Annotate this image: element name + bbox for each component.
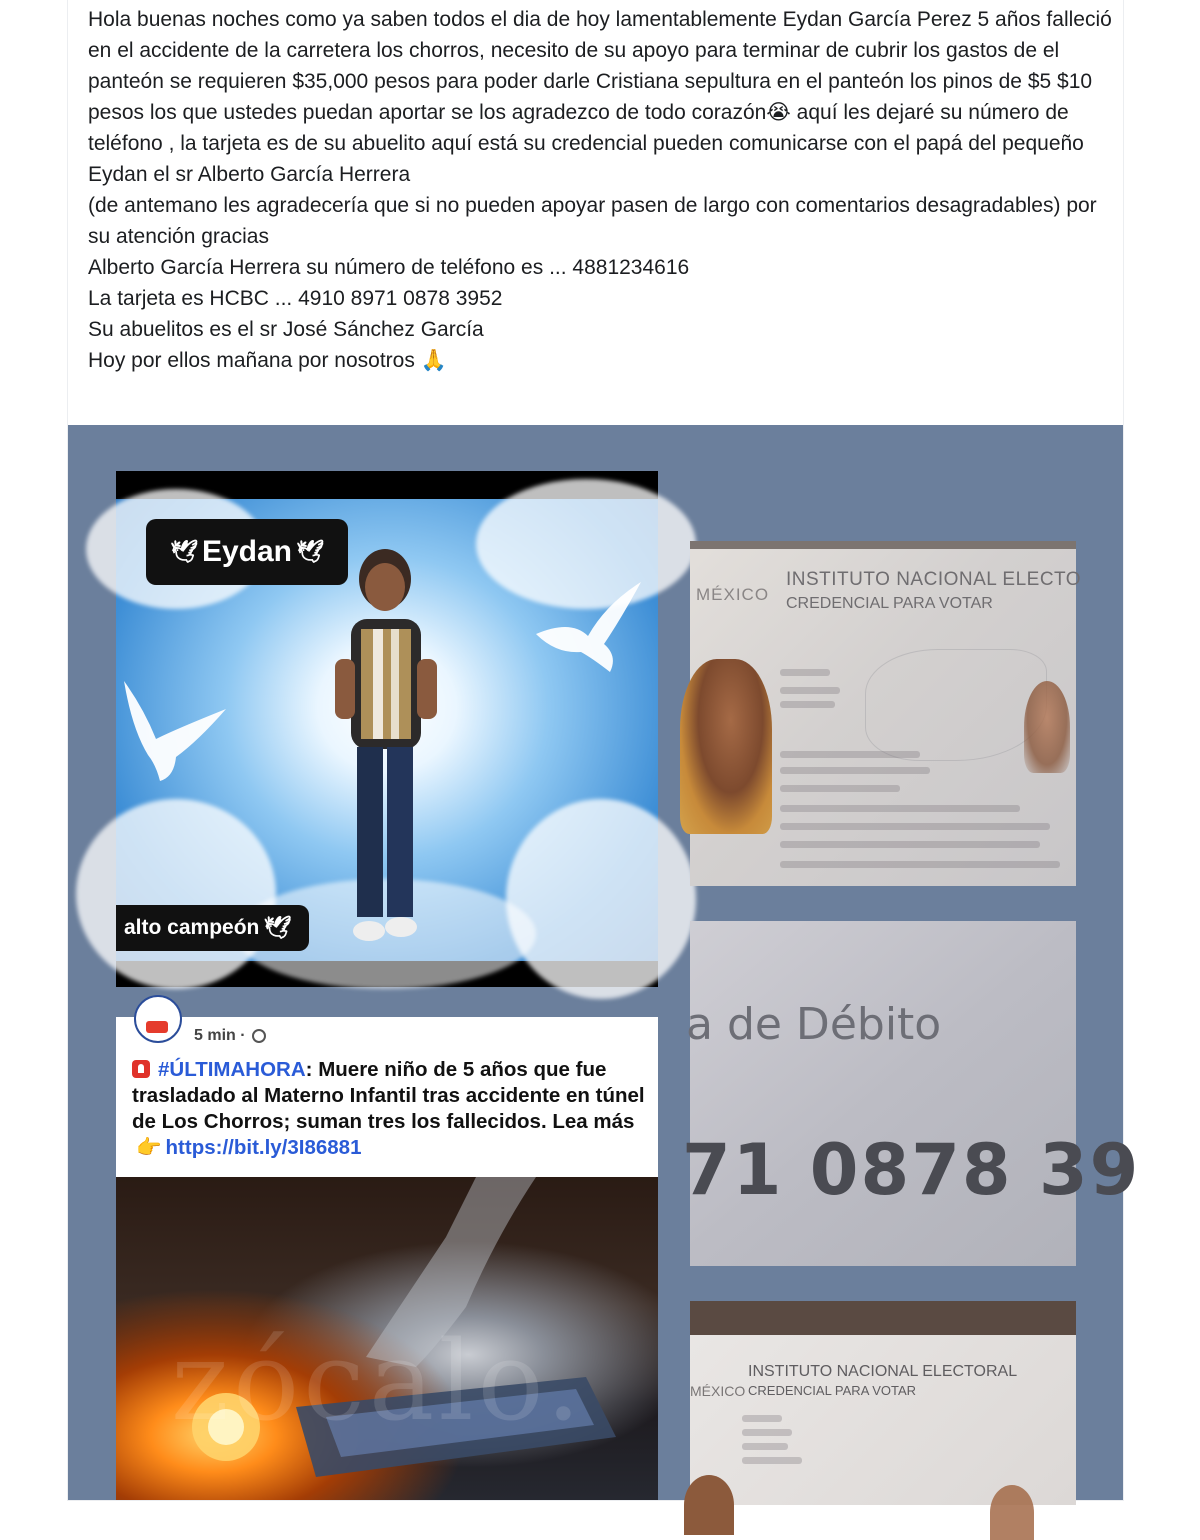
accident-photo [116,1177,658,1500]
id-credential: CREDENCIAL PARA VOTAR [748,1383,917,1398]
post-paragraph-phone: Alberto García Herrera su número de teléfono es ... 4881234616 [88,256,690,279]
name-tag [146,519,348,585]
news-headline [132,1057,647,1161]
avatar [134,995,182,1043]
dove-icon: 🕊 [295,539,324,564]
memorial-photo[interactable] [116,471,658,987]
id-credential: CREDENCIAL PARA VOTAR [786,595,993,612]
voter-id-card-1[interactable] [690,541,1082,886]
post-paragraph-main: Hola buenas noches como ya saben todos el dia de hoy lamentablemente Eydan García Perez 5 años falleció en el accidente de la carretera los chorros, necesito de su apoyo para terminar de cubrir los gastos de el panteón se requieren $35,000 pesos para poder darle Cristiana sepultura en el panteón los pinos de $5 $10 pesos los que ustedes puedan aportar se los agradezco de todo corazón😭 aquí les dejaré su número de teléfono , la tarjeta es de su abuelito aquí está su credencial pueden comunicarse con el papá del pequeño Eydan el sr Alberto García Herrera [88,8,1112,186]
id-ghost-photo [1024,681,1070,773]
news-screenshot[interactable] [116,1017,658,1500]
post-paragraph-closing: Hoy por ellos mañana por nosotros 🙏 [88,349,447,372]
dove-icon: 🕊 [170,539,198,564]
post-paragraph-card: La tarjeta es HCBC ... 4910 8971 0878 3952 [88,287,503,310]
debit-card-photo[interactable] [682,921,1141,1266]
post-text [88,4,1118,376]
dove-right-icon [526,574,646,684]
debit-card-number: 71 0878 39 [682,1129,1141,1211]
id-country: MÉXICO [690,1383,746,1399]
id-country: MÉXICO [696,585,770,604]
dove-icon: 🕊 [263,915,292,940]
post-paragraph-request: (de antemano les agradecería que si no pueden apoyar pasen de largo con comentarios desagradables) por su atención gracias [88,194,1097,248]
news-time: 5 min · [194,1027,246,1044]
id-photo [684,1475,734,1535]
news-headline-text: : Muere niño de 5 años que fue trasladado al Materno Infantil tras accidente en túnel de Los Chorros; suman tres los fallecidos. Lea más [132,1058,645,1133]
subtitle-tag [116,905,309,951]
siren-icon [132,1060,150,1078]
subtitle-tag-text: alto campeón [124,916,260,939]
news-header [116,1017,658,1177]
voter-id-card-2[interactable] [690,1301,1076,1500]
photo-gallery [68,425,1141,1500]
watermark: zócalo. [171,1317,585,1445]
card-top-edge [690,541,1076,549]
id-photo [680,659,772,834]
dove-left-icon [116,669,236,789]
child-figure [321,539,451,954]
id-institute: INSTITUTO NACIONAL ELECTO [786,569,1082,590]
id-ghost-photo [990,1485,1034,1540]
news-link[interactable]: https://bit.ly/3I86881 [165,1136,362,1159]
id-institute: INSTITUTO NACIONAL ELECTORAL [748,1363,1018,1380]
debit-card-label: a de Débito [686,999,942,1050]
id-card-body [690,1335,1076,1505]
globe-icon [252,1029,266,1043]
sky-background [116,499,658,961]
pointing-hand-icon: 👉 [136,1136,162,1159]
news-meta [194,1027,266,1045]
post-paragraph-grandfather: Su abuelitos es el sr José Sánchez García [88,318,484,341]
mexico-map-outline [865,649,1047,761]
table-surface [690,1301,1076,1335]
name-tag-text: Eydan [201,535,292,568]
news-hashtag[interactable]: #ÚLTIMAHORA [158,1058,306,1081]
